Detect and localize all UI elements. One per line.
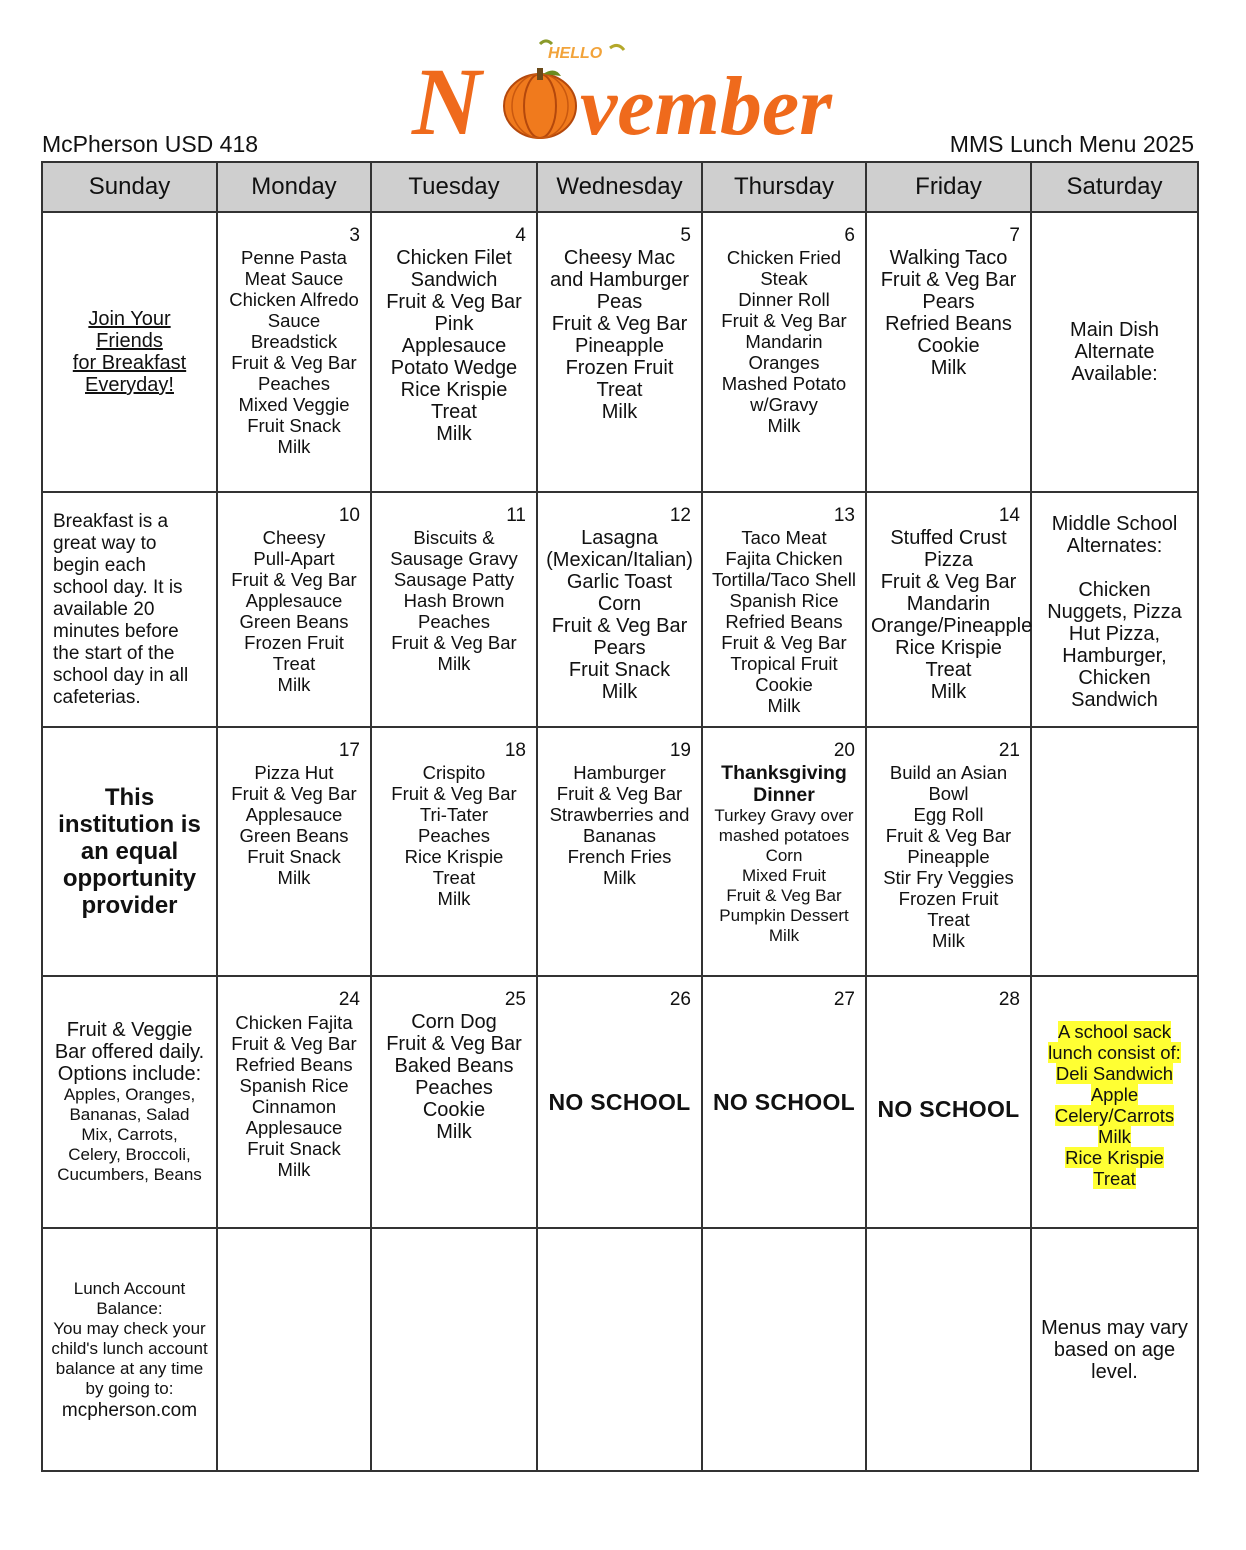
menu-line: Rice Krispie <box>895 637 1002 659</box>
menu-line: Apples, Oranges, <box>63 1085 196 1104</box>
menu-line: Crispito <box>422 762 486 783</box>
menu-line: Milk <box>603 867 636 888</box>
menu-line: minutes before <box>53 620 179 642</box>
mcpherson-website-link[interactable]: mcpherson.com <box>61 1399 198 1421</box>
menu-line: Milk <box>601 401 638 423</box>
menu-line: Milk <box>768 926 800 945</box>
menu-line: Applesauce <box>245 590 343 611</box>
day-number: 19 <box>669 740 691 761</box>
menu-line: Milk <box>436 423 472 445</box>
menu-line: Treat <box>432 867 476 888</box>
menu-line: Spanish Rice <box>239 1075 349 1096</box>
day-cell <box>217 727 371 976</box>
menu-line: child's lunch account <box>51 1338 208 1358</box>
menu-line: Milk <box>436 1121 472 1143</box>
menu-line: Fruit & Veg Bar <box>386 291 522 313</box>
day-cell <box>866 1228 1031 1471</box>
menu-line: Fruit Snack <box>568 659 671 681</box>
menu-line: Strawberries and <box>549 804 690 825</box>
menu-line: Build an Asian <box>889 762 1008 783</box>
menu-items <box>703 213 865 436</box>
menu-line: Frozen Fruit <box>244 632 344 653</box>
menu-line: Milk <box>437 653 471 674</box>
menu-line: Sandwich <box>1071 689 1158 711</box>
menu-line: Fruit & Veg Bar <box>721 632 847 653</box>
menu-line: Sausage Gravy <box>390 548 518 569</box>
header-thursday: Thursday <box>702 162 866 212</box>
day-cell <box>702 727 866 976</box>
menu-line: Fruit & Veg Bar <box>391 632 517 653</box>
menu-line: Mixed Fruit <box>741 866 827 885</box>
menu-line: Peaches <box>415 1077 493 1099</box>
day-number: 10 <box>338 505 360 526</box>
sunday-note-cell <box>42 727 217 976</box>
sunday-note <box>43 784 216 919</box>
saturday-note-cell <box>1031 976 1198 1228</box>
menu-line: begin each <box>53 554 146 576</box>
menu-heading: Dinner <box>753 784 815 806</box>
menu-line: Cheesy Mac <box>563 247 676 269</box>
menu-line: Fruit & Veg Bar <box>391 783 517 804</box>
day-number: 6 <box>844 225 855 246</box>
day-cell <box>866 976 1031 1228</box>
day-number: 12 <box>669 505 691 526</box>
sunday-note-cell <box>42 212 217 492</box>
sunday-note-cell <box>42 976 217 1228</box>
day-number: 27 <box>833 989 855 1010</box>
sack-lunch-line: Milk <box>1098 1126 1131 1147</box>
menu-line: Fruit & Veg Bar <box>551 615 688 637</box>
menu-line: Pizza Hut <box>254 762 334 783</box>
menu-items <box>538 213 701 423</box>
header-tuesday: Tuesday <box>371 162 537 212</box>
menu-line: Main Dish <box>1070 319 1159 341</box>
no-school-label: NO SCHOOL <box>713 1088 855 1115</box>
menu-line: Cinnamon <box>251 1096 337 1117</box>
menu-line: Fruit & Veg Bar <box>231 1033 357 1054</box>
day-cell <box>702 492 866 727</box>
saturday-note <box>1032 977 1197 1189</box>
menu-line: Fajita Chicken <box>725 548 843 569</box>
menu-line: Lunch Account <box>73 1278 186 1298</box>
menu-line: Nuggets, Pizza <box>1047 601 1182 623</box>
menu-line: Treat <box>596 379 643 401</box>
day-cell <box>371 212 537 492</box>
day-number: 24 <box>338 989 360 1010</box>
menu-line: Milk <box>277 1159 311 1180</box>
menu-line: Treat <box>925 659 972 681</box>
menu-line: Oranges <box>748 352 820 373</box>
menu-line: Mandarin <box>906 593 991 615</box>
week-row <box>42 212 1198 492</box>
menu-line: Middle School <box>1051 513 1178 535</box>
menu-line: Applesauce <box>245 1117 343 1138</box>
menu-line: Fruit & Veg Bar <box>721 310 847 331</box>
menu-line: Join Your Friends <box>88 308 171 352</box>
menu-line: Milk <box>767 415 801 436</box>
menu-line: You may check your <box>53 1318 206 1338</box>
day-number: 3 <box>349 225 360 246</box>
menu-line: Milk <box>437 888 471 909</box>
menu-line: Green Beans <box>239 611 349 632</box>
menu-line: based on age <box>1053 1338 1176 1361</box>
saturday-note-cell <box>1031 1228 1198 1471</box>
menu-line: for Breakfast <box>72 352 187 374</box>
menu-line: Milk <box>767 695 801 716</box>
menu-line: Pink <box>434 313 474 335</box>
menu-line: Fruit & Veg Bar <box>880 571 1017 593</box>
menu-line: Chicken Filet <box>396 247 512 269</box>
header-monday: Monday <box>217 162 371 212</box>
day-number: 21 <box>998 740 1020 761</box>
menu-line: Treat <box>431 401 477 423</box>
menu-title: MMS Lunch Menu 2025 <box>949 131 1194 157</box>
menu-items <box>218 213 370 457</box>
header-friday: Friday <box>866 162 1031 212</box>
day-number: 25 <box>504 989 526 1010</box>
menu-line: Peaches <box>418 825 490 846</box>
district-name: McPherson USD 418 <box>42 131 259 157</box>
menu-heading: Thanksgiving <box>721 762 847 784</box>
menu-line: Mixed Veggie <box>238 394 350 415</box>
menu-line: Fruit Snack <box>247 415 341 436</box>
menu-line: Refried Beans <box>235 1054 353 1075</box>
day-number: 13 <box>833 505 855 526</box>
day-cell <box>371 976 537 1228</box>
day-cell <box>866 212 1031 492</box>
sack-lunch-line: lunch consist of: <box>1048 1042 1181 1063</box>
sack-lunch-line: Treat <box>1093 1168 1136 1189</box>
menu-line: Cookie <box>917 335 980 357</box>
menu-line: Cucumbers, Beans <box>57 1165 202 1184</box>
menu-line: Baked Beans <box>394 1055 514 1077</box>
menu-line: Fruit Snack <box>247 1138 341 1159</box>
menu-line: Peaches <box>418 611 490 632</box>
menu-line: Rice Krispie <box>404 846 504 867</box>
menu-line: Applesauce <box>401 335 507 357</box>
menu-line: Chicken <box>1078 667 1151 689</box>
menu-line: Stir Fry Veggies <box>883 867 1014 888</box>
day-cell <box>537 1228 702 1471</box>
pumpkin-icon <box>504 68 576 138</box>
day-cell <box>866 492 1031 727</box>
day-number: 20 <box>833 740 855 761</box>
menu-line: Cookie <box>422 1099 486 1121</box>
hello-november-logo <box>400 30 920 148</box>
sack-lunch-line: Apple <box>1090 1084 1139 1105</box>
day-cell <box>537 976 702 1228</box>
menu-line: Sausage Patty <box>393 569 515 590</box>
weekday-header-row <box>42 162 1198 212</box>
menu-line: Steak <box>760 268 808 289</box>
menu-line: great way to <box>53 532 157 554</box>
menu-line: Mandarin <box>745 331 823 352</box>
menu-line: Milk <box>277 674 311 695</box>
menu-line: Garlic Toast <box>566 571 673 593</box>
day-number: 28 <box>998 989 1020 1010</box>
sunday-note <box>43 511 216 709</box>
menu-line: Bowl <box>928 783 969 804</box>
menu-line: opportunity <box>62 865 197 892</box>
menu-line: Corn Dog <box>411 1011 497 1033</box>
menu-line: Everyday! <box>85 374 174 396</box>
menu-line: Milk <box>277 436 311 457</box>
day-cell <box>371 727 537 976</box>
menu-line: available 20 <box>53 598 155 620</box>
menu-line: Refried Beans <box>885 313 1012 335</box>
menu-line: Meat Sauce <box>244 268 344 289</box>
menu-line: Menus may vary <box>1041 1316 1188 1339</box>
menu-line: Breakfast is a <box>53 510 169 532</box>
menu-line: Pineapple <box>907 846 990 867</box>
day-cell <box>217 492 371 727</box>
menu-line: Fruit & Veg Bar <box>231 569 357 590</box>
menu-line: Sauce <box>267 310 321 331</box>
menu-line: Biscuits & <box>413 527 495 548</box>
menu-line: Corn <box>765 846 803 865</box>
menu-line: Peaches <box>258 373 330 394</box>
day-number: 4 <box>515 225 526 246</box>
menu-line: Pineapple <box>575 335 664 357</box>
menu-line: Orange/Pineapple <box>871 615 1033 637</box>
menu-line: mashed potatoes <box>718 826 850 845</box>
menu-line: Milk <box>932 930 965 951</box>
day-number: 18 <box>504 740 526 761</box>
day-number: 14 <box>998 505 1020 526</box>
week-row <box>42 976 1198 1228</box>
menu-line: Fruit & Veggie <box>66 1019 193 1041</box>
saturday-note <box>1032 1317 1197 1383</box>
menu-line: the start of the <box>53 642 175 664</box>
saturday-note-cell <box>1031 212 1198 492</box>
menu-line: Cheesy <box>262 527 326 548</box>
day-cell <box>702 212 866 492</box>
menu-line: Alternate <box>1074 341 1155 363</box>
menu-line: Bananas <box>582 825 657 846</box>
day-number: 17 <box>338 740 360 761</box>
sack-lunch-line: Deli Sandwich <box>1055 1063 1174 1084</box>
menu-line: an equal <box>80 838 179 865</box>
menu-line: Fruit & Veg Bar <box>885 825 1012 846</box>
menu-line: Fruit & Veg Bar <box>231 783 357 804</box>
menu-line: Chicken Alfredo <box>229 289 359 310</box>
menu-line: This <box>104 784 155 811</box>
menu-line: provider <box>81 892 178 919</box>
day-number: 7 <box>1009 225 1020 246</box>
day-cell <box>537 492 702 727</box>
menu-line: Milk <box>930 681 967 703</box>
day-cell <box>866 727 1031 976</box>
menu-line: Potato Wedge <box>390 357 518 379</box>
sack-lunch-line: Celery/Carrots <box>1054 1105 1175 1126</box>
day-cell <box>537 727 702 976</box>
day-number: 26 <box>669 989 691 1010</box>
menu-line: school day in all <box>53 664 189 686</box>
header-sunday: Sunday <box>42 162 217 212</box>
menu-line: Walking Taco <box>889 247 1008 269</box>
sunday-note[interactable] <box>43 308 216 396</box>
menu-items <box>867 213 1030 379</box>
menu-line: Fruit & Veg Bar <box>880 269 1017 291</box>
menu-line: Hash Brown <box>403 590 505 611</box>
menu-line: Fruit & Veg Bar <box>231 352 357 373</box>
menu-line: Milk <box>930 357 967 379</box>
menu-line: institution is <box>58 811 201 838</box>
menu-line: Refried Beans <box>725 611 843 632</box>
menu-line: Frozen Fruit <box>898 888 999 909</box>
menu-line: Pizza <box>924 549 973 571</box>
menu-line: Fruit & Veg Bar <box>556 783 683 804</box>
menu-line: Dinner Roll <box>738 289 830 310</box>
day-cell <box>702 976 866 1228</box>
logo-n: N <box>412 48 482 148</box>
menu-line: Corn <box>597 593 642 615</box>
menu-line: Treat <box>927 909 970 930</box>
day-cell <box>371 492 537 727</box>
menu-line: Mashed Potato <box>721 373 847 394</box>
menu-line: by going to: <box>85 1378 174 1398</box>
menu-line: Balance: <box>96 1298 163 1318</box>
menu-line: and Hamburger <box>550 269 689 291</box>
menu-line: Stuffed Crust <box>890 527 1007 549</box>
week-row <box>42 727 1198 976</box>
menu-line: level. <box>1091 1360 1138 1383</box>
day-cell <box>537 212 702 492</box>
menu-line: Pears <box>922 291 975 313</box>
day-number: 11 <box>506 505 526 526</box>
menu-line: Sandwich <box>410 269 498 291</box>
header-wednesday: Wednesday <box>537 162 702 212</box>
saturday-note-cell <box>1031 727 1198 976</box>
menu-line: Peas <box>596 291 643 313</box>
logo-vember: vember <box>580 60 832 148</box>
day-number: 5 <box>680 225 691 246</box>
day-cell <box>702 1228 866 1471</box>
menu-line: Cookie <box>755 674 813 695</box>
menu-items <box>372 213 536 445</box>
week-row <box>42 492 1198 727</box>
menu-line: Egg Roll <box>913 804 984 825</box>
sunday-note <box>43 1019 216 1185</box>
menu-line: Fruit Snack <box>247 846 341 867</box>
saturday-note <box>1032 493 1197 711</box>
sunday-note-cell <box>42 492 217 727</box>
menu-line: Milk <box>601 681 638 703</box>
week-row <box>42 1228 1198 1471</box>
sunday-note-cell <box>42 1228 217 1471</box>
menu-line: Tortilla/Taco Shell <box>712 569 856 590</box>
menu-line: Available: <box>1071 363 1158 385</box>
menu-line: (Mexican/Italian) <box>546 549 693 571</box>
lunch-calendar <box>41 161 1199 1472</box>
menu-line: Tri-Tater <box>419 804 489 825</box>
menu-line: w/Gravy <box>750 394 818 415</box>
menu-line: Frozen Fruit <box>565 357 674 379</box>
logo-hello-text: HELLO <box>548 45 603 62</box>
menu-line: Bar offered daily. <box>54 1041 205 1063</box>
menu-line: Bananas, Salad <box>69 1105 190 1124</box>
menu-line: Alternates: <box>1066 535 1163 557</box>
menu-line: Taco Meat <box>741 527 827 548</box>
sunday-note <box>43 1279 216 1421</box>
sack-lunch-line: A school sack <box>1057 1021 1172 1042</box>
menu-line: Hamburger, <box>1062 645 1167 667</box>
menu-line: Fruit & Veg Bar <box>726 886 842 905</box>
menu-line: Tropical Fruit <box>730 653 838 674</box>
menu-line <box>1040 557 1189 579</box>
menu-line: Mix, Carrots, <box>81 1125 178 1144</box>
menu-line: Fruit & Veg Bar <box>551 313 688 335</box>
menu-line: Spanish Rice <box>729 590 839 611</box>
menu-line: Applesauce <box>245 804 343 825</box>
menu-line: Pumpkin Dessert <box>719 906 849 925</box>
menu-line: Pull-Apart <box>253 548 335 569</box>
menu-line: Options include: <box>57 1063 202 1085</box>
menu-line: Penne Pasta <box>241 247 347 268</box>
menu-line: Hut Pizza, <box>1068 623 1161 645</box>
menu-line: cafeterias. <box>53 686 141 708</box>
menu-line: Celery, Broccoli, <box>68 1145 191 1164</box>
sack-lunch-line: Rice Krispie <box>1065 1147 1164 1168</box>
menu-line: Chicken Fajita <box>235 1012 353 1033</box>
day-cell <box>217 1228 371 1471</box>
no-school-label: NO SCHOOL <box>877 1095 1020 1122</box>
header-saturday: Saturday <box>1031 162 1198 212</box>
menu-line: Chicken <box>1078 579 1151 601</box>
menu-line: Fruit & Veg Bar <box>386 1033 522 1055</box>
day-cell <box>217 212 371 492</box>
menu-line: Green Beans <box>239 825 349 846</box>
day-cell <box>371 1228 537 1471</box>
menu-line: French Fries <box>567 846 672 867</box>
saturday-note <box>1032 319 1197 385</box>
menu-line: school day. It is <box>53 576 183 598</box>
saturday-note-cell <box>1031 492 1198 727</box>
menu-line: Pears <box>593 637 646 659</box>
menu-line: balance at any time <box>55 1358 204 1378</box>
menu-line: Chicken Fried <box>726 247 842 268</box>
menu-line: Turkey Gravy over <box>714 806 854 825</box>
day-cell <box>217 976 371 1228</box>
menu-line: Breadstick <box>250 331 338 352</box>
menu-line: Treat <box>272 653 316 674</box>
menu-line: Hamburger <box>573 762 666 783</box>
menu-line: Milk <box>277 867 311 888</box>
menu-line: Rice Krispie <box>400 379 508 401</box>
menu-line: Lasagna <box>581 527 658 549</box>
no-school-label: NO SCHOOL <box>548 1088 691 1115</box>
